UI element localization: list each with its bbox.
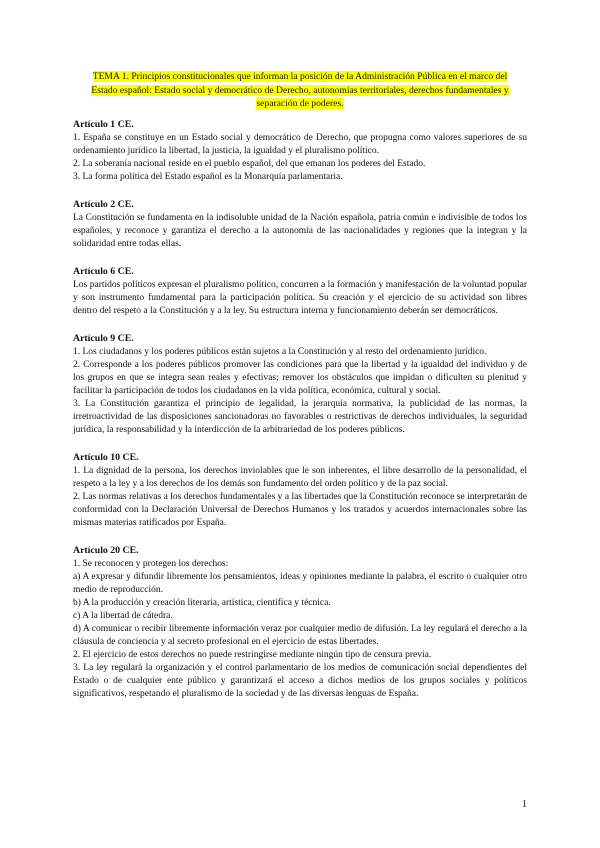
article-heading: Artículo 1 CE. (73, 118, 134, 130)
article-paragraph: 2. Las normas relativas a los derechos fundamentales y a las libertades que la Constitución reconoce se interpretarán de conformidad con la Declaración Universal de Derechos Humanos y los tratados y acuerdos internacionales sobre las mismas materias ratificados por España. (73, 491, 527, 528)
highlighted-title-text: TEMA 1. Principios constitucionales que informan la posición de la Administración Pública en el marco del Estado español: Estado social y democrático de Derecho, autonomías territoriales, derechos fundamentales y separación de poderes. (91, 71, 509, 110)
document-title (79, 70, 521, 111)
article-paragraph: 1. Los ciudadanos y los poderes públicos están sujetos a la Constitución y al resto del ordenamiento jurídico. (73, 346, 487, 357)
article-paragraph: 3. La ley regulará la organización y el control parlamentario de los medios de comunicación social dependientes del Estado o de cualquier ente público y garantizará el acceso a dichos medios de los grupos sociales y políticos significativos, respetando el pluralismo de la sociedad y de las diversas lenguas de España. (73, 662, 527, 699)
article-heading: Artículo 9 CE. (73, 332, 134, 344)
article-paragraph: b) A la producción y creación literaria, artística, científica y técnica. (73, 597, 331, 608)
article-9 (73, 332, 527, 437)
article-heading: Artículo 10 CE. (73, 451, 139, 463)
article-paragraph: 2. Corresponde a los poderes públicos promover las condiciones para que la libertad y la igualdad del individuo y de los grupos en que se integra sean reales y efectivas; remover los obstáculos que impidan o dificulten su plenitud y facilitar la participación de todos los ciudadanos en la vida política, económica, cultural y social. (73, 359, 527, 396)
article-6 (73, 265, 527, 318)
article-paragraph: 3. La forma política del Estado español es la Monarquía parlamentaria. (73, 171, 343, 182)
article-paragraph: 2. La soberanía nacional reside en el pueblo español, del que emanan los poderes del Estado. (73, 158, 426, 169)
article-paragraph: 1. España se constituye en un Estado social y democrático de Derecho, que propugna como valores superiores de su ordenamiento jurídico la libertad, la justicia, la igualdad y el pluralismo político. (73, 132, 527, 156)
article-heading: Artículo 6 CE. (73, 265, 134, 277)
article-heading: Artículo 2 CE. (73, 198, 134, 210)
article-paragraph: 1. La dignidad de la persona, los derechos inviolables que le son inherentes, el libre desarrollo de la personalidad, el respeto a la ley y a los derechos de los demás son fundamento del orden político y de la paz social. (73, 465, 527, 489)
article-paragraph: 3. La Constitución garantiza el principio de legalidad, la jerarquía normativa, la publicidad de las normas, la irretroactividad de las disposiciones sancionadoras no favorables o restrictivas de derechos individuales, la seguridad jurídica, la responsabilidad y la interdicción de la arbitrariedad de los poderes públicos. (73, 398, 527, 435)
article-paragraph: Los partidos políticos expresan el pluralismo político, concurren a la formación y manifestación de la voluntad popular y son instrumento fundamental para la participación política. Su creación y el ejercicio de su actividad son libres dentro del respeto a la Constitución y a la ley. Su estructura interna y funcionamiento deberán ser democráticos. (73, 279, 527, 316)
article-paragraph: 2. El ejercicio de estos derechos no puede restringirse mediante ningún tipo de censura previa. (73, 649, 432, 660)
article-10 (73, 451, 527, 530)
article-2 (73, 198, 527, 251)
page-number: 1 (522, 799, 527, 810)
article-heading: Artículo 20 CE. (73, 544, 139, 556)
article-paragraph: d) A comunicar o recibir libremente información veraz por cualquier medio de difusión. La ley regulará el derecho a la cláusula de conciencia y al secreto profesional en el ejercicio de estas libertades. (73, 623, 527, 647)
article-20 (73, 544, 527, 701)
article-paragraph: La Constitución se fundamenta en la indisoluble unidad de la Nación española, patria común e indivisible de todos los españoles, y reconoce y garantiza el derecho a la autonomía de las nacionalidades y regiones que la integran y la solidaridad entre todas ellas. (73, 212, 527, 249)
article-1 (73, 118, 527, 184)
article-paragraph: 1. Se reconocen y protegen los derechos: (73, 558, 229, 569)
article-paragraph: a) A expresar y difundir libremente los pensamientos, ideas y opiniones mediante la palabra, el escrito o cualquier otro medio de reproducción. (73, 571, 527, 595)
article-paragraph: c) A la libertad de cátedra. (73, 610, 173, 621)
